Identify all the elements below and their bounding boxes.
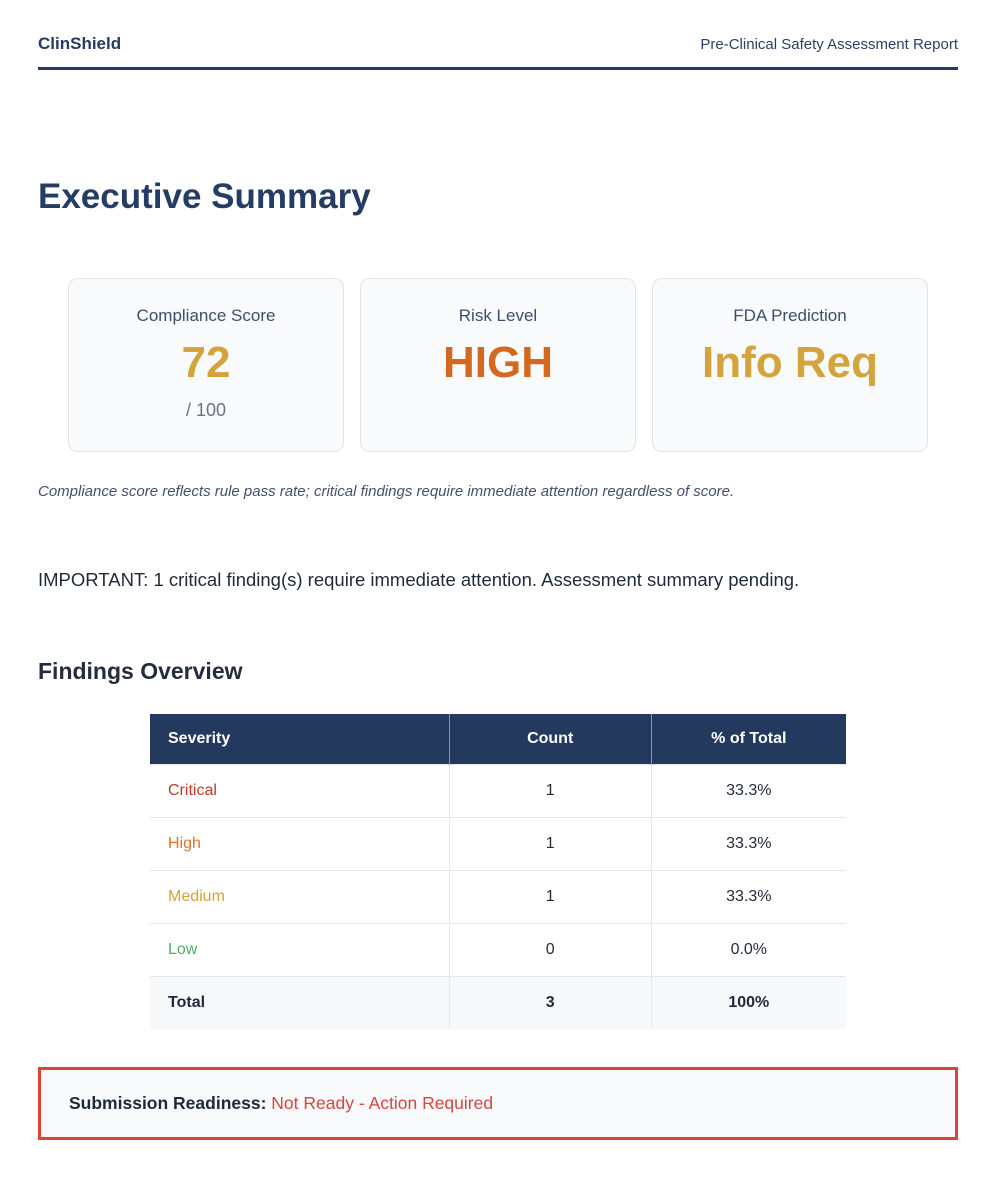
compliance-score-label: Compliance Score [136, 306, 276, 325]
compliance-score-denominator: / 100 [185, 400, 227, 421]
fda-prediction-card [652, 278, 928, 452]
compliance-score-card [68, 278, 344, 452]
table-row-critical [150, 764, 846, 817]
percent-cell: 33.3% [651, 764, 846, 817]
percent-cell: 0.0% [651, 923, 846, 976]
severity-cell: Low [150, 923, 449, 976]
table-row-high [150, 817, 846, 870]
page-title: Executive Summary [38, 177, 371, 216]
severity-cell: High [150, 817, 449, 870]
findings-table-body [150, 764, 846, 1029]
fda-prediction-label: FDA Prediction [733, 306, 847, 325]
compliance-score-value: 72 [181, 338, 231, 387]
risk-level-label: Risk Level [458, 306, 538, 325]
fda-prediction-value: Info Req [702, 338, 878, 387]
column-header-severity: Severity [150, 714, 449, 765]
fda-prediction-sub [653, 400, 927, 421]
table-row-total [150, 976, 846, 1029]
brand-logo-text: ClinShield [38, 34, 122, 53]
summary-cards [68, 278, 928, 452]
table-row-medium [150, 870, 846, 923]
percent-cell: 33.3% [651, 817, 846, 870]
count-cell: 1 [449, 764, 651, 817]
submission-readiness-status: Not Ready - Action Required [271, 1092, 494, 1113]
total-count-cell: 3 [449, 976, 651, 1029]
count-cell: 0 [449, 923, 651, 976]
header-row [150, 714, 846, 765]
risk-level-card [360, 278, 636, 452]
risk-level-sub [361, 400, 635, 421]
risk-level-value: HIGH [443, 338, 553, 387]
count-cell: 1 [449, 870, 651, 923]
total-percent-cell: 100% [651, 976, 846, 1029]
submission-readiness-label: Submission Readiness: [69, 1092, 267, 1113]
total-label-cell: Total [150, 976, 449, 1029]
column-header-count: Count [449, 714, 651, 765]
findings-table [150, 714, 846, 1029]
report-header [38, 0, 958, 70]
column-header-percent: % of Total [651, 714, 846, 765]
table-row-low [150, 923, 846, 976]
severity-cell: Medium [150, 870, 449, 923]
count-cell: 1 [449, 817, 651, 870]
findings-table-header [150, 714, 846, 765]
compliance-note: Compliance score reflects rule pass rate; critical findings require immediate attention regardless of score. [38, 483, 735, 500]
report-subtitle: Pre-Clinical Safety Assessment Report [700, 36, 958, 53]
severity-cell: Critical [150, 764, 449, 817]
percent-cell: 33.3% [651, 870, 846, 923]
findings-section-title: Findings Overview [38, 658, 243, 684]
submission-readiness-box [38, 1067, 958, 1140]
important-notice: IMPORTANT: 1 critical finding(s) require immediate attention. Assessment summary pending. [38, 569, 800, 590]
